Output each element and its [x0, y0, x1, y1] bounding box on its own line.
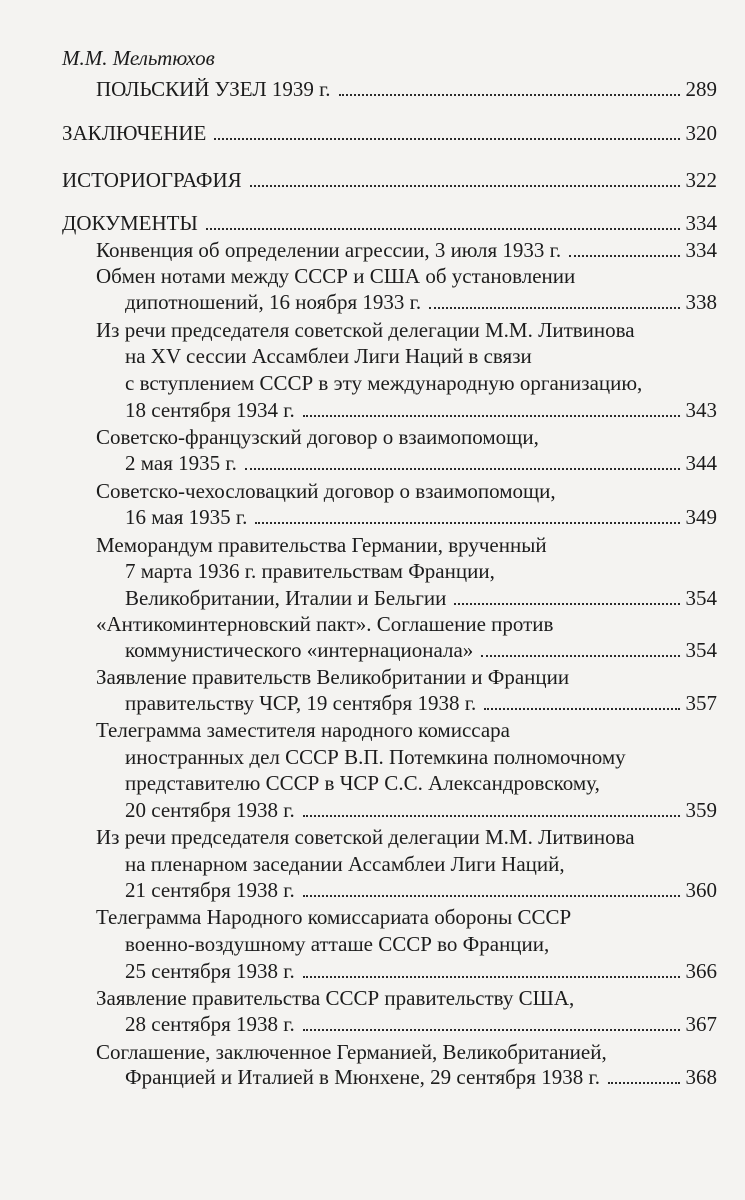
- dot-leader: [250, 185, 680, 187]
- toc-entry-title: Заявление правительства СССР правительству США,: [96, 986, 575, 1010]
- toc-entry-title: Из речи председателя советской делегации М.М. Литвинова: [96, 318, 635, 342]
- toc-entry: [125, 450, 717, 476]
- toc-entry-page: 359: [685, 798, 717, 822]
- toc-entry-page: 368: [685, 1065, 717, 1089]
- toc-entry-page: 322: [685, 168, 717, 192]
- toc-entry: [125, 1011, 717, 1037]
- dot-leader: [214, 138, 679, 140]
- toc-entry-page: 289: [685, 77, 717, 101]
- toc-entry-page: 343: [685, 398, 717, 422]
- toc-entry: [125, 504, 717, 530]
- toc-entry-page: 366: [685, 959, 717, 983]
- toc-entry: [125, 958, 717, 984]
- toc-entry-title-continued: 18 сентября 1934 г.: [125, 398, 295, 422]
- toc-entry-page: 334: [685, 238, 717, 262]
- toc-entry: [125, 289, 717, 315]
- toc-entry: [62, 120, 717, 146]
- dot-leader: [608, 1082, 680, 1084]
- toc-entry: [125, 637, 717, 663]
- toc-entry-title-continued: правительству ЧСР, 19 сентября 1938 г.: [125, 691, 477, 715]
- dot-leader: [454, 603, 679, 605]
- toc-entry-title-continued: 2 мая 1935 г.: [125, 451, 237, 475]
- toc-entry-title-continued: 28 сентября 1938 г.: [125, 1012, 295, 1036]
- toc-entry-title-continued: Великобритании, Италии и Бельгии: [125, 586, 447, 610]
- toc-entry-page: 367: [685, 1012, 717, 1036]
- toc-entry: [125, 797, 717, 823]
- toc-entry-title-continued: 16 мая 1935 г.: [125, 505, 248, 529]
- dot-leader: [303, 976, 680, 978]
- toc-entry-title-continued: 21 сентября 1938 г.: [125, 878, 295, 902]
- toc-entry-page: 344: [685, 451, 717, 475]
- toc-entry-page: 349: [685, 505, 717, 529]
- toc-entry-title: ДОКУМЕНТЫ: [62, 211, 198, 235]
- toc-entry-title-continued: 25 сентября 1938 г.: [125, 959, 295, 983]
- toc-entry: [125, 397, 717, 423]
- toc-entry-title: Меморандум правительства Германии, врученный: [96, 533, 547, 557]
- toc-entry: [96, 237, 717, 263]
- toc-entry-title-continued: Францией и Италией в Мюнхене, 29 сентября 1938 г.: [125, 1065, 600, 1089]
- toc-entry-title: ПОЛЬСКИЙ УЗЕЛ 1939 г.: [96, 77, 331, 101]
- toc-entry-page: 354: [685, 586, 717, 610]
- dot-leader: [255, 522, 679, 524]
- dot-leader: [245, 468, 680, 470]
- toc-entry-title: Советско-чехословацкий договор о взаимопомощи,: [96, 479, 556, 503]
- toc-entry-title-continued: 7 марта 1936 г. правительствам Франции,: [125, 559, 495, 583]
- toc-entry-title-continued: 20 сентября 1938 г.: [125, 798, 295, 822]
- toc-entry: [125, 690, 717, 716]
- running-head-author: М.М. Мельтюхов: [62, 46, 215, 70]
- toc-entry-title: Конвенция об определении агрессии, 3 июля 1933 г.: [96, 238, 562, 262]
- dot-leader: [303, 815, 680, 817]
- toc-entry-title-continued: коммунистического «интернационала»: [125, 638, 474, 662]
- dot-leader: [303, 895, 680, 897]
- toc-entry: [125, 877, 717, 903]
- toc-entry: [125, 585, 717, 611]
- toc-entry-title: Телеграмма Народного комиссариата обороны СССР: [96, 905, 572, 929]
- dot-leader: [481, 655, 679, 657]
- dot-leader: [303, 1029, 680, 1031]
- toc-entry-title-continued: на XV сессии Ассамблеи Лиги Наций в связи: [125, 344, 532, 368]
- toc-entry-page: 354: [685, 638, 717, 662]
- toc-entry-title-continued: дипотношений, 16 ноября 1933 г.: [125, 290, 422, 314]
- toc-entry-title: Советско-французский договор о взаимопомощи,: [96, 425, 539, 449]
- toc-entry-title-continued: на пленарном заседании Ассамблеи Лиги Наций,: [125, 852, 565, 876]
- toc-entry-title: Телеграмма заместителя народного комиссара: [96, 718, 510, 742]
- toc-entry-title-continued: с вступлением СССР в эту международную организацию,: [125, 371, 643, 395]
- toc-entry: [96, 76, 717, 102]
- toc-entry-page: 360: [685, 878, 717, 902]
- dot-leader: [303, 415, 680, 417]
- toc-entry-page: 334: [685, 211, 717, 235]
- toc-entry: [125, 1064, 717, 1090]
- dot-leader: [484, 708, 679, 710]
- dot-leader: [206, 228, 680, 230]
- toc-entry-title: Из речи председателя советской делегации М.М. Литвинова: [96, 825, 635, 849]
- toc-entry-title-continued: военно-воздушному атташе СССР во Франции,: [125, 932, 550, 956]
- toc-entry-title: ЗАКЛЮЧЕНИЕ: [62, 121, 207, 145]
- toc-entry-title-continued: представителю СССР в ЧСР С.С. Александровскому,: [125, 771, 600, 795]
- toc-entry-title: «Антикоминтерновский пакт». Соглашение против: [96, 612, 554, 636]
- dot-leader: [429, 307, 679, 309]
- toc-entry: [62, 210, 717, 236]
- toc-entry-title: Заявление правительств Великобритании и Франции: [96, 665, 570, 689]
- toc-entry-page: 338: [685, 290, 717, 314]
- toc-entry-title-continued: иностранных дел СССР В.П. Потемкина полномочному: [125, 745, 626, 769]
- dot-leader: [569, 255, 679, 257]
- toc-entry-title: Соглашение, заключенное Германией, Великобританией,: [96, 1040, 607, 1064]
- toc-entry-title: Обмен нотами между СССР и США об установлении: [96, 264, 576, 288]
- toc-entry-page: 320: [685, 121, 717, 145]
- dot-leader: [339, 94, 680, 96]
- toc-entry: [62, 167, 717, 193]
- toc-entry-title: ИСТОРИОГРАФИЯ: [62, 168, 242, 192]
- toc-entry-page: 357: [685, 691, 717, 715]
